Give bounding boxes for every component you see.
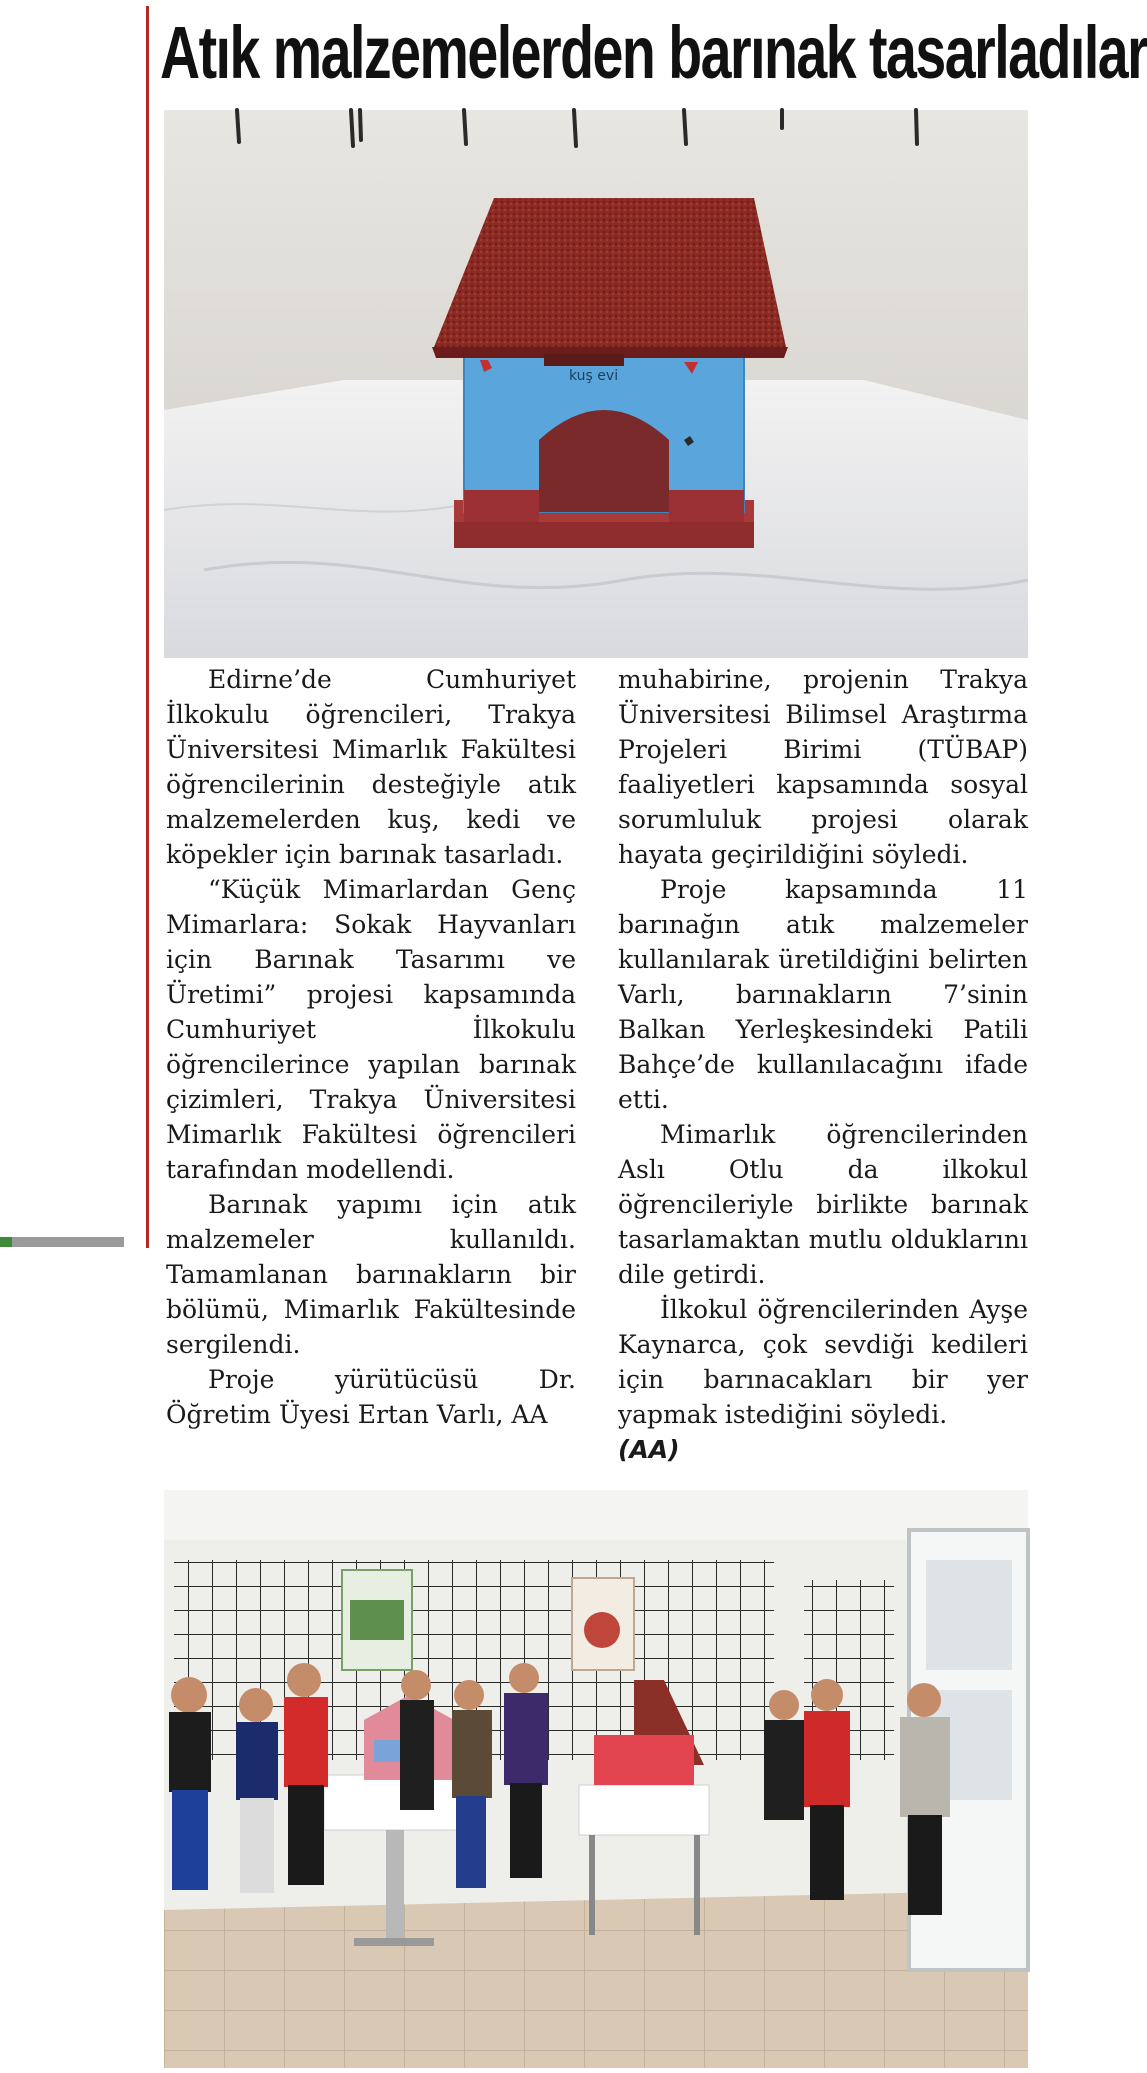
paragraph: Proje kapsamında 11 barınağın atık malzemeler kullanılarak üretildiğini belirten Varlı, barınakların 7’sinin Balkan Yerleşkesindeki Patili Bahçe’de kullanılacağını ifade etti. (618, 875, 1028, 1114)
paragraph: Proje yürütücüsü Dr. Öğretim Üyesi Ertan Varlı, AA (166, 1365, 576, 1429)
margin-strip (0, 1237, 124, 1247)
birdhouse-photo (164, 110, 1028, 658)
article-column-1 (166, 662, 576, 1432)
paragraph: Mimarlık öğrencilerinden Aslı Otlu da ilkokul öğrencileriyle birlikte barınak tasarlamaktan mutlu olduklarını dile getirdi. (618, 1120, 1028, 1289)
paragraph: “Küçük Mimarlardan Genç Mimarlara: Sokak Hayvanları için Barınak Tasarımı ve Üretimi” projesi kapsamında Cumhuriyet İlkokulu öğrencilerince yapılan barınak çizimleri, Trakya Üniversitesi Mimarlık Fakültesi öğrencileri tarafından modellendi. (166, 875, 576, 1184)
svg-text:kuş evi: kuş evi (569, 368, 619, 384)
column-rule (146, 6, 149, 1248)
paragraph: muhabirine, projenin Trakya Üniversitesi Bilimsel Araştırma Projeleri Birimi (TÜBAP) faaliyetleri kapsamında sosyal sorumluluk projesi olarak hayata geçirildiğini söyledi. (618, 665, 1028, 869)
news-agency-credit: (AA) (618, 1435, 680, 1464)
classroom-photo (164, 1490, 1028, 2068)
paragraph: İlkokul öğrencilerinden Ayşe Kaynarca, çok sevdiği kedileri için barınacakları bir yer yapmak istediğini söyledi. (618, 1295, 1028, 1429)
paragraph: Barınak yapımı için atık malzemeler kullanıldı. Tamamlanan barınakların bir bölümü, Mimarlık Fakültesinde sergilendi. (166, 1190, 576, 1359)
headline: Atık malzemelerden barınak tasarladılar (160, 11, 1147, 94)
article-column-2 (618, 662, 1028, 1467)
paragraph: Edirne’de Cumhuriyet İlkokulu öğrencileri, Trakya Üniversitesi Mimarlık Fakültesi öğrencilerinin desteğiyle atık malzemelerden kuş, kedi ve köpekler için barınak tasarladı. (166, 665, 576, 869)
